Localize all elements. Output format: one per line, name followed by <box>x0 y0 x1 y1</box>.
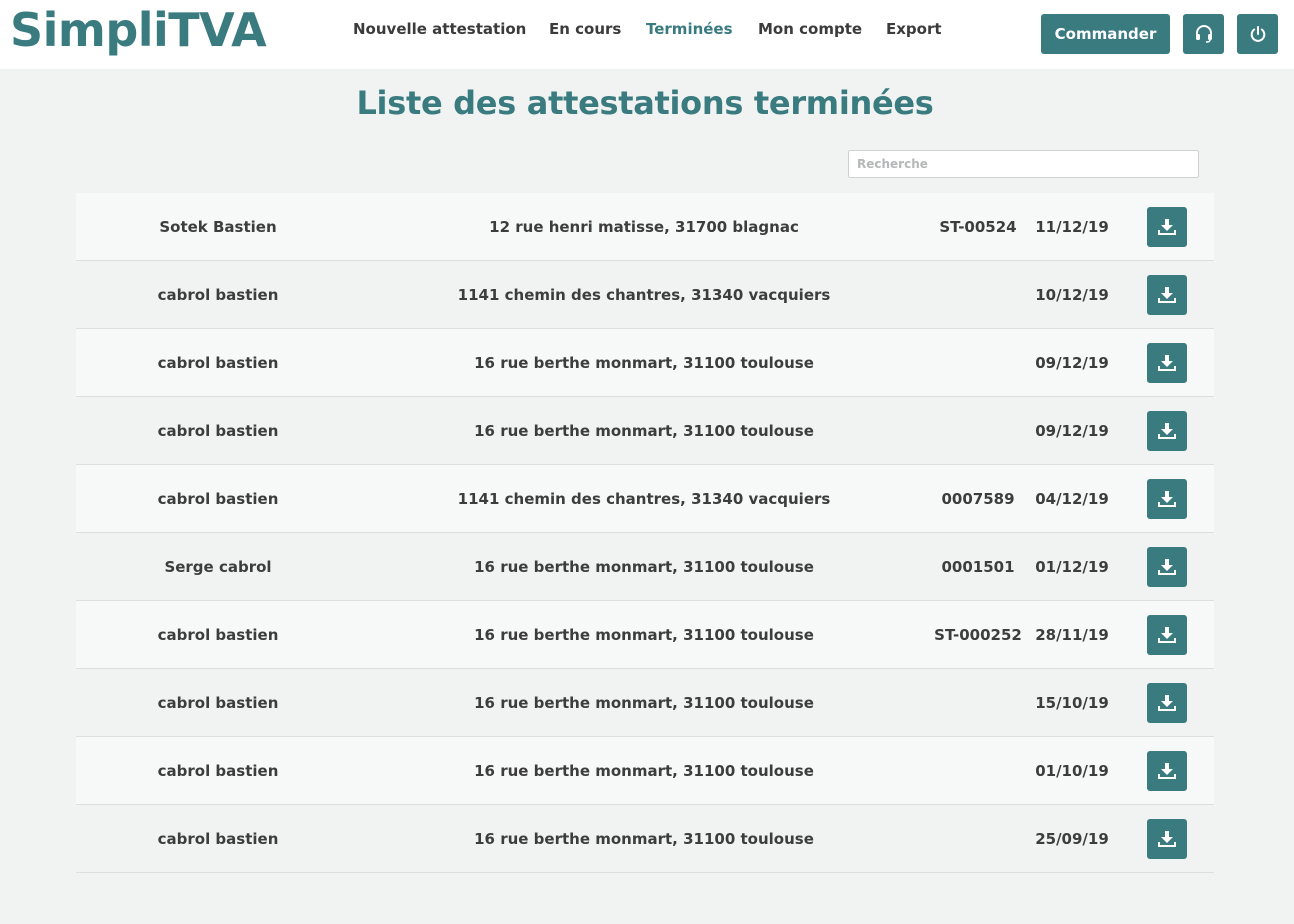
address-cell: 16 rue berthe monmart, 31100 toulouse <box>474 625 814 644</box>
client-name-cell: Sotek Bastien <box>159 217 277 236</box>
reference-cell <box>934 397 1022 464</box>
table-row <box>76 465 1214 533</box>
date-cell: 11/12/19 <box>1035 217 1109 236</box>
reference-cell: ST-00524 <box>939 217 1017 236</box>
download-button[interactable] <box>1147 751 1187 791</box>
download-button[interactable] <box>1147 411 1187 451</box>
client-name-cell: cabrol bastien <box>157 829 279 848</box>
client-name-cell: cabrol bastien <box>157 761 279 780</box>
download-icon <box>1157 285 1177 305</box>
address-cell: 1141 chemin des chantres, 31340 vacquiers <box>457 285 831 304</box>
headset-icon <box>1194 24 1214 44</box>
table-row <box>76 601 1214 669</box>
reference-cell <box>934 805 1022 872</box>
reference-cell: ST-000252 <box>934 625 1022 644</box>
date-cell: 01/12/19 <box>1035 557 1109 576</box>
download-button[interactable] <box>1147 207 1187 247</box>
client-name-cell: cabrol bastien <box>157 421 279 440</box>
address-cell: 16 rue berthe monmart, 31100 toulouse <box>474 557 814 576</box>
date-cell: 25/09/19 <box>1035 829 1109 848</box>
client-name-cell: Serge cabrol <box>164 557 272 576</box>
client-name-cell: cabrol bastien <box>157 285 279 304</box>
nav-mon-compte[interactable]: Mon compte <box>758 20 863 38</box>
download-icon <box>1157 557 1177 577</box>
reference-cell: 0007589 <box>941 489 1015 508</box>
download-button[interactable] <box>1147 683 1187 723</box>
reference-cell: 0001501 <box>941 557 1015 576</box>
reference-cell <box>934 669 1022 736</box>
nav-terminees[interactable]: Terminées <box>646 20 733 38</box>
client-name-cell: cabrol bastien <box>157 489 279 508</box>
table-row <box>76 193 1214 261</box>
date-cell: 28/11/19 <box>1035 625 1109 644</box>
address-cell: 1141 chemin des chantres, 31340 vacquiers <box>457 489 831 508</box>
nav-en-cours[interactable]: En cours <box>549 20 622 38</box>
date-cell: 15/10/19 <box>1035 693 1109 712</box>
download-icon <box>1157 421 1177 441</box>
download-button[interactable] <box>1147 547 1187 587</box>
download-icon <box>1157 693 1177 713</box>
address-cell: 12 rue henri matisse, 31700 blagnac <box>489 217 799 236</box>
download-icon <box>1157 761 1177 781</box>
download-icon <box>1157 489 1177 509</box>
table-row <box>76 737 1214 805</box>
date-cell: 09/12/19 <box>1035 421 1109 440</box>
client-name-cell: cabrol bastien <box>157 625 279 644</box>
table-row <box>76 669 1214 737</box>
app-logo[interactable]: SimpliTVA <box>10 3 267 57</box>
table-row <box>76 533 1214 601</box>
order-button[interactable]: Commander <box>1041 14 1170 54</box>
address-cell: 16 rue berthe monmart, 31100 toulouse <box>474 421 814 440</box>
download-button[interactable] <box>1147 275 1187 315</box>
download-icon <box>1157 625 1177 645</box>
address-cell: 16 rue berthe monmart, 31100 toulouse <box>474 693 814 712</box>
table-row <box>76 397 1214 465</box>
date-cell: 10/12/19 <box>1035 285 1109 304</box>
date-cell: 01/10/19 <box>1035 761 1109 780</box>
download-button[interactable] <box>1147 615 1187 655</box>
client-name-cell: cabrol bastien <box>157 693 279 712</box>
nav-nouvelle-attestation[interactable]: Nouvelle attestation <box>353 20 527 38</box>
logout-button[interactable] <box>1237 14 1278 54</box>
download-button[interactable] <box>1147 343 1187 383</box>
page-title: Liste des attestations terminées <box>356 84 934 122</box>
download-button[interactable] <box>1147 819 1187 859</box>
date-cell: 04/12/19 <box>1035 489 1109 508</box>
download-icon <box>1157 829 1177 849</box>
reference-cell <box>934 329 1022 396</box>
table-row <box>76 805 1214 873</box>
download-icon <box>1157 217 1177 237</box>
client-name-cell: cabrol bastien <box>157 353 279 372</box>
nav-export[interactable]: Export <box>886 20 942 38</box>
download-button[interactable] <box>1147 479 1187 519</box>
address-cell: 16 rue berthe monmart, 31100 toulouse <box>474 829 814 848</box>
address-cell: 16 rue berthe monmart, 31100 toulouse <box>474 761 814 780</box>
top-navbar <box>0 0 1294 69</box>
address-cell: 16 rue berthe monmart, 31100 toulouse <box>474 353 814 372</box>
table-row <box>76 261 1214 329</box>
attestations-table <box>76 193 1214 873</box>
reference-cell <box>934 261 1022 328</box>
reference-cell <box>934 737 1022 804</box>
power-icon <box>1248 24 1268 44</box>
download-icon <box>1157 353 1177 373</box>
search-input[interactable] <box>848 150 1199 178</box>
date-cell: 09/12/19 <box>1035 353 1109 372</box>
table-row <box>76 329 1214 397</box>
support-button[interactable] <box>1183 14 1224 54</box>
